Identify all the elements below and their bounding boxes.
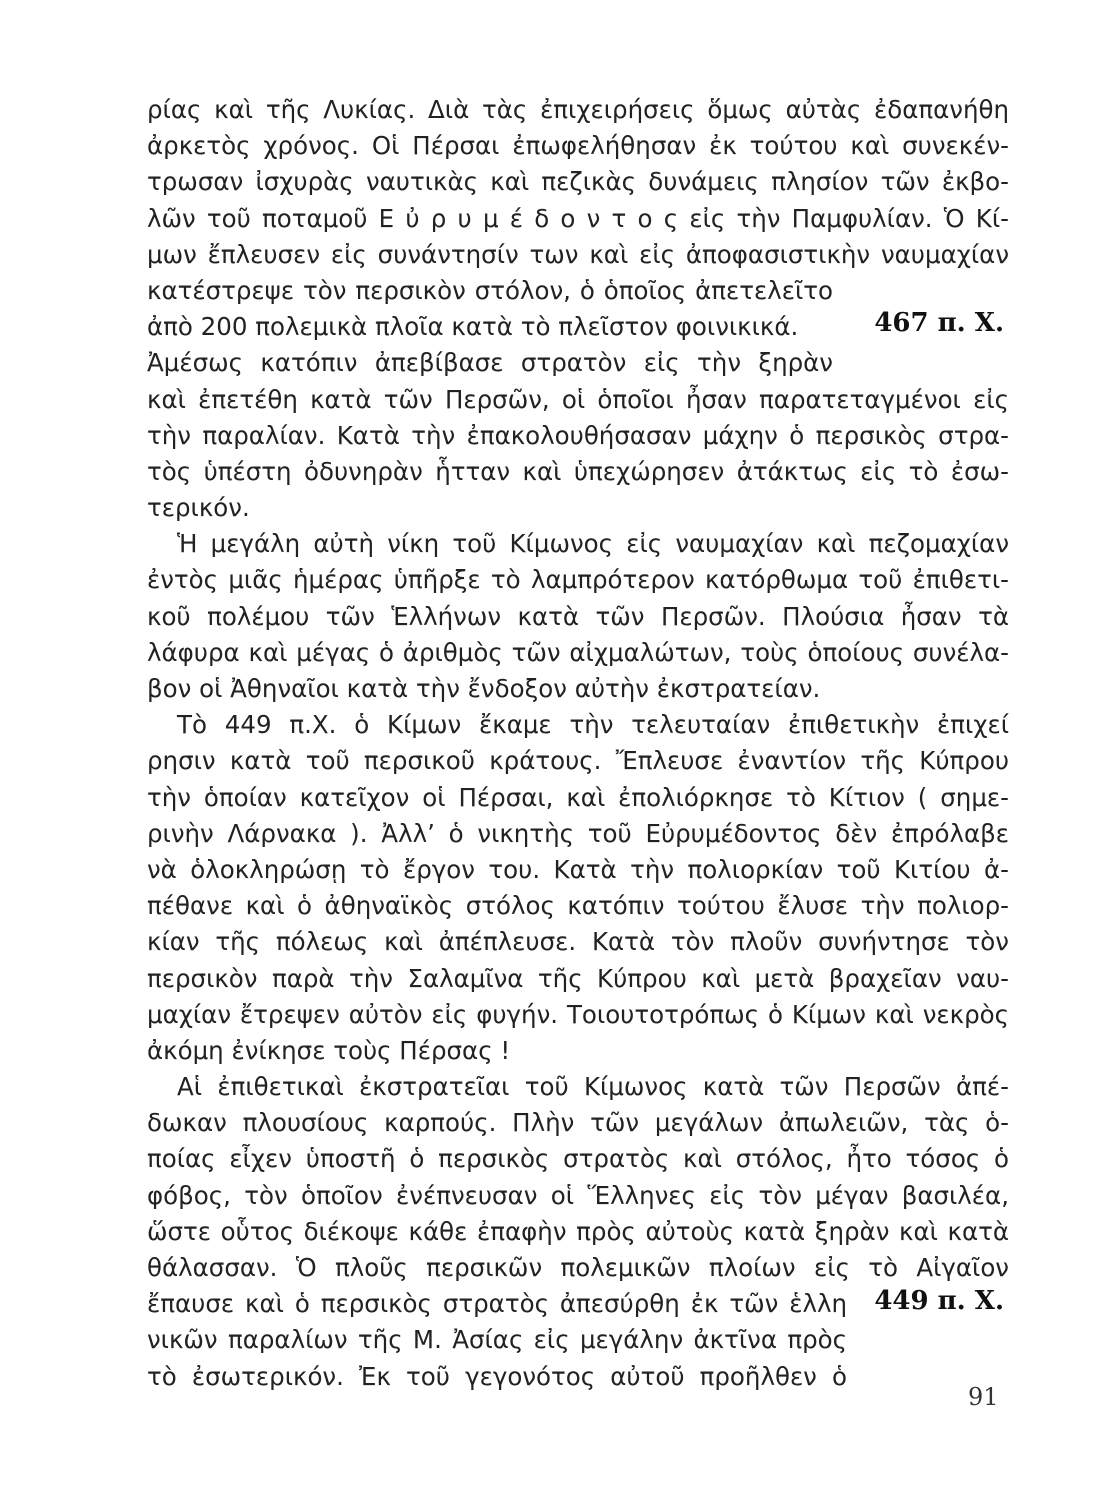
text-line: περσικὸν παρὰ τὴν Σαλαμῖνα τῆς Κύπρου καὶ μετὰ βραχεῖαν ναυ- — [147, 963, 1009, 993]
text-line: λάφυρα καὶ μέγας ὁ ἀριθμὸς τῶν αἰχμαλώτων, τοὺς ὁποίους συνέλα- — [147, 637, 1009, 667]
text-line: ἔπαυσε καὶ ὁ περσικὸς στρατὸς ἀπεσύρθη ἐκ τῶν ἑλλη — [147, 1289, 847, 1319]
text-line: δωκαν πλουσίους καρπούς. Πλὴν τῶν μεγάλων ἀπωλειῶν, τὰς ὁ- — [147, 1108, 1009, 1138]
text-line: μαχίαν ἔτρεψεν αὐτὸν εἰς φυγήν. Τοιουτοτρόπως ὁ Κίμων καὶ νεκρὸς — [147, 999, 1009, 1029]
text-line: ἐντὸς μιᾶς ἡμέρας ὑπῆρξε τὸ λαμπρότερον κατόρθωμα τοῦ ἐπιθετι- — [147, 565, 1009, 595]
text-line: Τὸ 449 π.Χ. ὁ Κίμων ἔκαμε τὴν τελευταίαν ἐπιθετικὴν ἐπιχεί — [177, 710, 1009, 740]
text-line: θάλασσαν. Ὁ πλοῦς περσικῶν πολεμικῶν πλοίων εἰς τὸ Αἰγαῖον — [147, 1253, 1009, 1282]
text-line: νικῶν παραλίων τῆς Μ. Ἀσίας εἰς μεγάλην ἀκτῖνα πρὸς — [147, 1325, 847, 1355]
body-text — [147, 92, 1009, 1395]
text-line: Ἀμέσως κατόπιν ἀπεβίβασε στρατὸν εἰς τὴν ξηρὰν — [147, 348, 833, 378]
text-line: ἀρκετὸς χρόνος. Οἱ Πέρσαι ἐπωφελήθησαν ἐκ τούτου καὶ συνεκέν- — [147, 131, 1009, 161]
text-line: Αἱ ἐπιθετικαὶ ἐκστρατεῖαι τοῦ Κίμωνος κατὰ τῶν Περσῶν ἀπέ- — [177, 1072, 1009, 1102]
text-line: μων ἔπλευσεν εἰς συνάντησίν των καὶ εἰς ἀποφασιστικὴν ναυμαχίαν — [147, 239, 1009, 269]
text-line: βον οἱ Ἀθηναῖοι κατὰ τὴν ἔνδοξον αὐτὴν ἐκστρατείαν. — [147, 674, 821, 703]
text-line: ἀπὸ 200 πολεμικὰ πλοῖα κατὰ τὸ πλεῖστον φοινικικά. — [147, 312, 799, 342]
text-line: πέθανε καὶ ὁ ἀθηναϊκὸς στόλος κατόπιν τούτου ἔλυσε τὴν πολιορ- — [147, 891, 1009, 921]
text-line: Ἡ μεγάλη αὐτὴ νίκη τοῦ Κίμωνος εἰς ναυμαχίαν καὶ πεζομαχίαν — [177, 529, 1009, 559]
text-line: ἀκόμη ἐνίκησε τοὺς Πέρσας ! — [147, 1035, 511, 1065]
text-line: τὴν ὁποίαν κατεῖχον οἱ Πέρσαι, καὶ ἐπολιόρκησε τὸ Κίτιον ( σημε- — [147, 782, 1009, 812]
text-line: ποίας εἶχεν ὑποστῆ ὁ περσικὸς στρατὸς καὶ στόλος, ἦτο τόσος ὁ — [147, 1144, 1009, 1174]
text-line: τὸς ὑπέστη ὀδυνηρὰν ἧτταν καὶ ὑπεχώρησεν ἀτάκτως εἰς τὸ ἐσω- — [147, 456, 1009, 486]
text-line: τὸ ἐσωτερικόν. Ἐκ τοῦ γεγονότος αὐτοῦ προῆλθεν ὁ — [147, 1361, 847, 1391]
text-line: ρησιν κατὰ τοῦ περσικοῦ κράτους. Ἔπλευσε ἐναντίον τῆς Κύπρου — [147, 746, 1009, 776]
text-line: φόβος, τὸν ὁποῖον ἐνέπνευσαν οἱ Ἕλληνες εἰς τὸν μέγαν βασιλέα, — [147, 1180, 1009, 1210]
text-line: τρωσαν ἰσχυρὰς ναυτικὰς καὶ πεζικὰς δυνάμεις πλησίον τῶν ἐκβο- — [147, 167, 1009, 197]
margin-date-note: 449 π. Χ. — [874, 1286, 1004, 1316]
text-line: τερικόν. — [147, 493, 250, 523]
text-line: κίαν τῆς πόλεως καὶ ἀπέπλευσε. Κατὰ τὸν πλοῦν συνήντησε τὸν — [147, 927, 1009, 957]
text-line: κοῦ πολέμου τῶν Ἑλλήνων κατὰ τῶν Περσῶν. Πλούσια ἦσαν τὰ — [147, 601, 1009, 631]
text-line: ὥστε οὗτος διέκοψε κάθε ἐπαφὴν πρὸς αὐτοὺς κατὰ ξηρὰν καὶ κατὰ — [147, 1216, 1009, 1246]
page-number: 91 — [968, 1383, 999, 1411]
text-line: τὴν παραλίαν. Κατὰ τὴν ἐπακολουθήσασαν μάχην ὁ περσικὸς στρα- — [147, 420, 1009, 450]
text-line: καὶ ἐπετέθη κατὰ τῶν Περσῶν, οἱ ὁποῖοι ἦσαν παρατεταγμένοι εἰς — [147, 384, 1009, 414]
text-line: ρινὴν Λάρνακα ). Ἀλλ’ ὁ νικητὴς τοῦ Εὐρυμέδοντος δὲν ἐπρόλαβε — [147, 818, 1009, 848]
text-line: ρίας καὶ τῆς Λυκίας. Διὰ τὰς ἐπιχειρήσεις ὅμως αὐτὰς ἐδαπανήθη — [147, 95, 1009, 124]
text-line: λῶν τοῦ ποταμοῦ Ε ὐ ρ υ μ έ δ ο ν τ ο ς εἰς τὴν Παμφυλίαν. Ὁ Κί- — [147, 203, 1009, 233]
text-line: νὰ ὁλοκληρώσῃ τὸ ἔργον του. Κατὰ τὴν πολιορκίαν τοῦ Κιτίου ἀ- — [147, 854, 1009, 884]
margin-date-note: 467 π. Χ. — [874, 308, 1004, 338]
text-line: κατέστρεψε τὸν περσικὸν στόλον, ὁ ὁποῖος ἀπετελεῖτο — [147, 275, 833, 305]
